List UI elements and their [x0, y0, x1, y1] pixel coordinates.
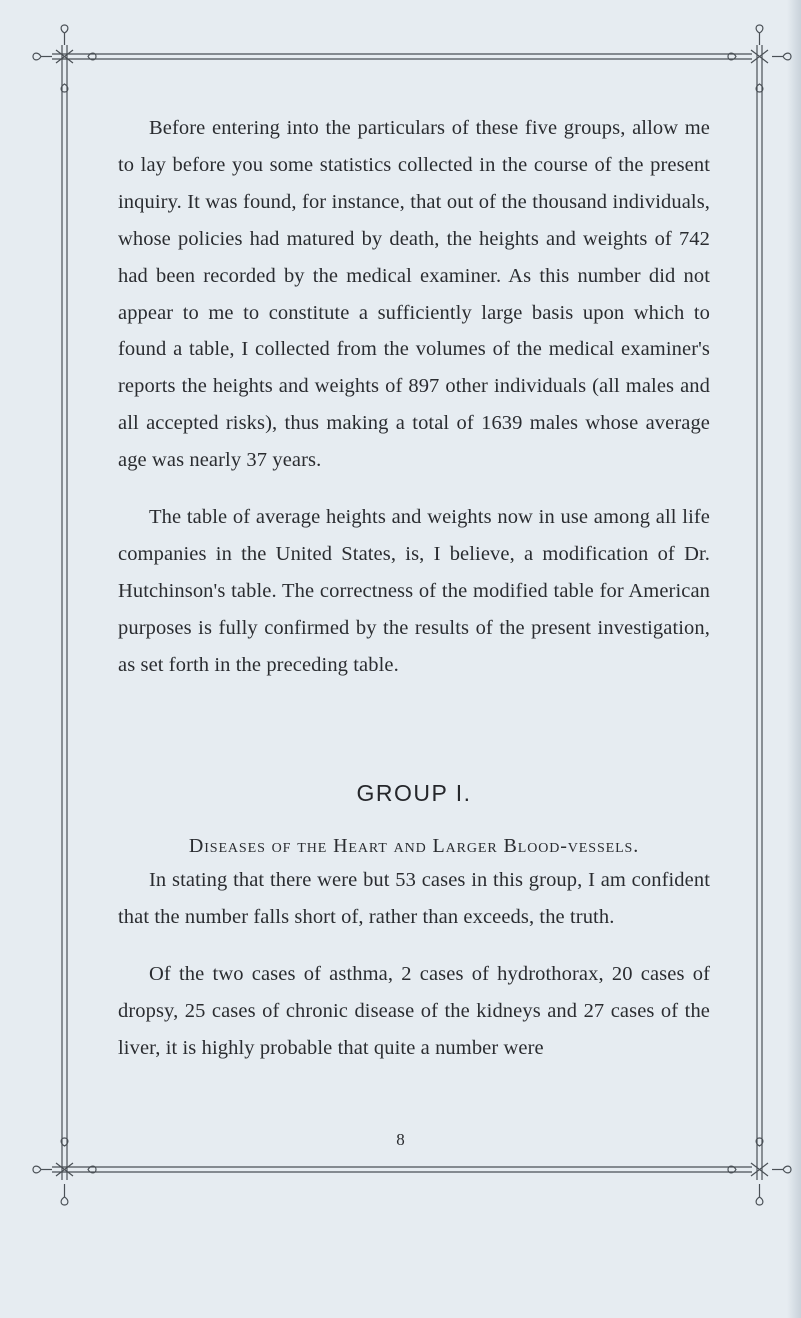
paragraph-table-comparison: The table of average heights and weights now in use among all life companies in the United States, is, I believe, a modification of Dr. Hutchinson's table. The correctness of the modified table for American purposes is fully confirmed by the results of the present investigation, as set forth in the preceding table. — [118, 506, 710, 676]
page-number: 8 — [396, 1130, 405, 1149]
group-subheading: Diseases of the Heart and Larger Blood-vessels. — [188, 835, 640, 857]
paragraph-statistics: Before entering into the particulars of these five groups, allow me to lay before you some statistics collected in the course of the present inquiry. It was found, for instance, that out of the thousand individuals, whose policies had matured by death, the heights and weights of 742 had been recorded by the medical examiner. As this number did not appear to me to constitute a sufficiently large basis upon which to found a table, I collected from the volumes of the medical examiner's reports the heights and weights of 897 other individuals (all males and all accepted risks), thus making a total of 1639 males whose average age was nearly 37 years. — [118, 117, 710, 472]
paragraph-other-cases: Of the two cases of asthma, 2 cases of hydrothorax, 20 cases of dropsy, 25 cases of chronic disease of the kidneys and 27 cases of the liver, it is highly probable that quite a number were — [118, 962, 710, 1059]
paragraph-group-count: In stating that there were but 53 cases in this group, I am confident that the number falls short of, rather than exceeds, the truth. — [118, 869, 710, 928]
body-text-section-2 — [118, 862, 710, 1067]
body-text-section-1 — [118, 110, 710, 684]
group-heading: GROUP I. — [356, 780, 472, 806]
